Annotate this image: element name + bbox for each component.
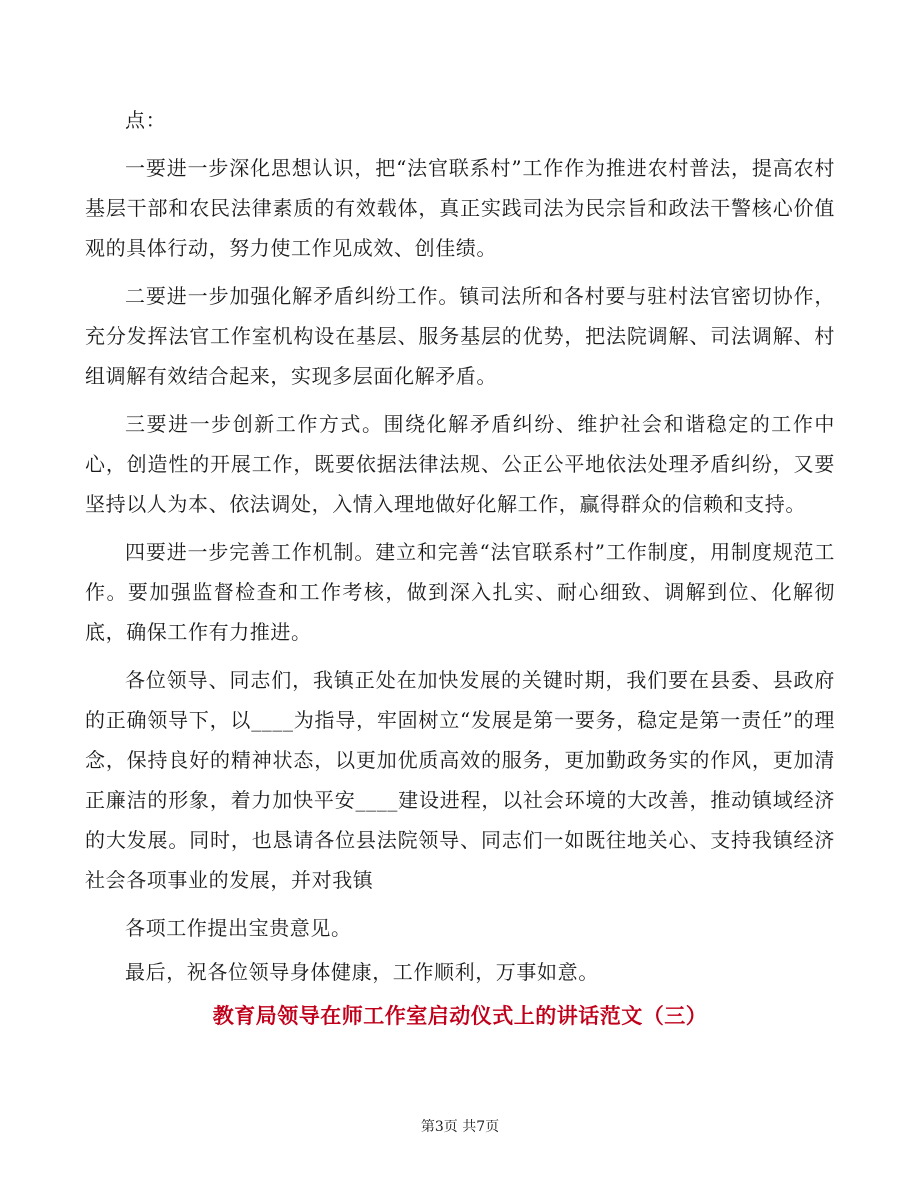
- paragraph-final-wishes: 最后，祝各位领导身体健康，工作顺利，万事如意。: [125, 960, 599, 984]
- page-number-footer: 第3页 共7页: [420, 1119, 500, 1135]
- document-body: [85, 100, 835, 1036]
- paragraph-closing-remarks: 各位领导、同志们，我镇正处在加快发展的关键时期，我们要在县委、县政府的正确领导下，以____为指导，牢固树立“发展是第一要务，稳定是第一责任”的理念，保持良好的精神状态，以更加优质高效的服务，更加勤政务实的作风，更加清正廉洁的形象，着力加快平安____建设进程，以社会环境的大改善，推动镇域经济的大发展。同时，也恳请各位县法院领导、同志们一如既往地关心、支持我镇经济社会各项事业的发展，并对我镇: [85, 668, 835, 892]
- section-heading: 教育局领导在师工作室启动仪式上的讲话范文（三）: [212, 1004, 708, 1028]
- paragraph-closing-continuation: 各项工作提出宝贵意见。: [125, 916, 352, 940]
- paragraph-third-point: 三要进一步创新工作方式。围绕化解矛盾纠纷、维护社会和谐稳定的工作中心，创造性的开展工作，既要依据法律法规、公正公平地依法处理矛盾纠纷，又要坚持以人为本、依法调处，入情入理地做好化解工作，赢得群众的信赖和支持。: [85, 412, 835, 516]
- paragraph-first-point: 一要进一步深化思想认识，把“法官联系村”工作作为推进农村普法，提高农村基层干部和农民法律素质的有效载体，真正实践司法为民宗旨和政法干警核心价值观的具体行动，努力使工作见成效、创佳绩。: [85, 156, 835, 260]
- paragraph-second-point: 二要进一步加强化解矛盾纠纷工作。镇司法所和各村要与驻村法官密切协作，充分发挥法官工作室机构设在基层、服务基层的优势，把法院调解、司法调解、村组调解有效结合起来，实现多层面化解矛盾。: [85, 284, 835, 388]
- paragraph-intro: 点：: [125, 108, 167, 132]
- paragraph-fourth-point: 四要进一步完善工作机制。建立和完善“法官联系村”工作制度，用制度规范工作。要加强监督检查和工作考核，做到深入扎实、耐心细致、调解到位、化解彻底，确保工作有力推进。: [85, 540, 835, 644]
